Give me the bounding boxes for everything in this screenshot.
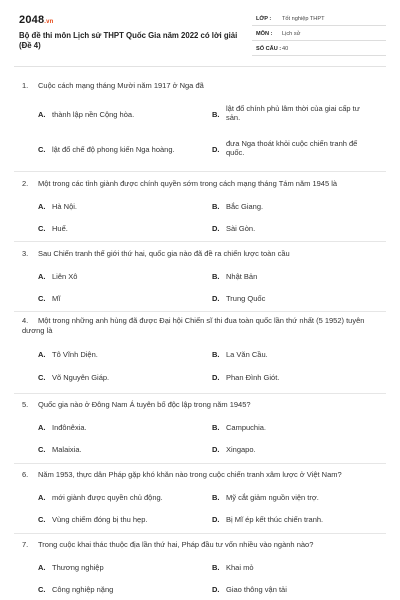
option-text: thành lập nền Cộng hòa. bbox=[52, 110, 135, 119]
option-letter: C. bbox=[38, 294, 46, 303]
question-text: Sau Chiến tranh thế giới thứ hai, quốc gia nào đã đề ra chiến lược toàn cầu bbox=[38, 249, 290, 258]
option-text: Bắc Giang. bbox=[226, 202, 264, 211]
option-letter: A. bbox=[38, 493, 46, 502]
option-text: Xingapo. bbox=[226, 445, 256, 454]
option-letter: C. bbox=[38, 445, 46, 454]
option-text: lật đổ chính phủ lâm thời của giai cấp tư sản. bbox=[226, 104, 360, 122]
option-text: Phan Đình Giót. bbox=[226, 373, 280, 382]
question-item bbox=[14, 242, 386, 312]
question-stem bbox=[22, 81, 372, 91]
option-text: Nhật Bản bbox=[226, 272, 258, 281]
option-text: Vùng chiếm đóng bị thu hẹp. bbox=[52, 515, 148, 524]
option-letter: C. bbox=[38, 373, 46, 382]
meta-key: SỐ CÂU : bbox=[256, 46, 282, 52]
document-header bbox=[14, 14, 386, 60]
option-letter: B. bbox=[212, 350, 220, 359]
meta-value: Lịch sử bbox=[282, 31, 301, 37]
option-letter: B. bbox=[212, 272, 220, 281]
option-letter: D. bbox=[212, 224, 220, 233]
option-text: Khai mỏ bbox=[226, 563, 254, 572]
question-item bbox=[14, 394, 386, 464]
question-item bbox=[14, 312, 386, 394]
question-number: 7. bbox=[22, 540, 29, 549]
question-item bbox=[14, 534, 386, 600]
meta-table bbox=[252, 14, 386, 59]
option-text: Huế. bbox=[52, 224, 68, 233]
question-number: 3. bbox=[22, 249, 29, 258]
question-item bbox=[14, 172, 386, 242]
question-stem bbox=[22, 249, 372, 259]
question-text: Một trong những anh hùng đã được Đại hội Chiến sĩ thi đua toàn quốc lần thứ nhất (5 1952) tuyên dương là bbox=[22, 316, 365, 335]
option-text: Campuchia. bbox=[226, 423, 267, 432]
option-text: Mĩ bbox=[52, 294, 61, 303]
option-letter: A. bbox=[38, 202, 46, 211]
option-letter: D. bbox=[212, 515, 220, 524]
logo-suffix: .vn bbox=[44, 19, 54, 25]
option-letter: A. bbox=[38, 563, 46, 572]
question-stem bbox=[22, 540, 372, 550]
option-text: mới giành được quyền chủ động. bbox=[52, 493, 163, 502]
question-text: Năm 1953, thực dân Pháp gặp khó khăn nào trong cuộc chiến tranh xâm lược ở Việt Nam? bbox=[38, 470, 342, 479]
page-title: Bộ đề thi môn Lịch sử THPT Quốc Gia năm 2022 có lời giải (Đề 4) bbox=[19, 31, 238, 50]
question-number: 1. bbox=[22, 81, 29, 90]
meta-key: LỚP : bbox=[256, 16, 272, 22]
question-text: Một trong các tỉnh giành được chính quyền sớm trong cách mạng tháng Tám năm 1945 là bbox=[38, 179, 338, 188]
question-number: 6. bbox=[22, 470, 29, 479]
option-letter: B. bbox=[212, 202, 220, 211]
question-text: Cuộc cách mạng tháng Mười năm 1917 ở Nga đã bbox=[38, 81, 204, 90]
meta-value: 40 bbox=[282, 46, 289, 52]
option-text: Hà Nội. bbox=[52, 202, 78, 211]
option-text: Malaixia. bbox=[52, 445, 82, 454]
question-stem bbox=[22, 400, 372, 410]
option-letter: D. bbox=[212, 445, 220, 454]
option-text: lật đổ chế độ phong kiến Nga hoàng. bbox=[52, 145, 175, 154]
option-text: Mỹ cắt giảm nguồn viện trợ. bbox=[226, 493, 319, 502]
question-stem bbox=[22, 316, 372, 336]
option-text: Bị Mĩ ép kết thúc chiến tranh. bbox=[226, 515, 324, 524]
option-letter: C. bbox=[38, 224, 46, 233]
question-stem bbox=[22, 470, 372, 480]
question-number: 2. bbox=[22, 179, 29, 188]
option-text: Giao thông vận tải bbox=[226, 585, 287, 594]
meta-row-subject bbox=[252, 29, 386, 41]
option-letter: B. bbox=[212, 423, 220, 432]
option-text: Võ Nguyên Giáp. bbox=[52, 373, 110, 382]
question-list bbox=[14, 76, 386, 600]
option-letter: A. bbox=[38, 110, 46, 119]
option-text: Trung Quốc bbox=[226, 294, 266, 303]
brand-logo[interactable] bbox=[19, 14, 54, 26]
question-number: 5. bbox=[22, 400, 29, 409]
option-text: Công nghiệp nặng bbox=[52, 585, 114, 594]
option-text: Tô Vĩnh Diện. bbox=[52, 350, 98, 359]
option-letter: B. bbox=[212, 563, 220, 572]
option-text: Inđônêxia. bbox=[52, 423, 87, 432]
option-letter: D. bbox=[212, 294, 220, 303]
option-text: đưa Nga thoát khỏi cuộc chiến tranh đế quốc. bbox=[226, 139, 358, 157]
question-text: Quốc gia nào ở Đông Nam Á tuyên bố độc lập trong năm 1945? bbox=[38, 400, 251, 409]
logo-main: 2048 bbox=[19, 14, 45, 26]
meta-value: Tốt nghiệp THPT bbox=[282, 16, 325, 22]
option-letter: A. bbox=[38, 272, 46, 281]
option-letter: D. bbox=[212, 145, 220, 154]
question-number: 4. bbox=[22, 316, 29, 325]
option-letter: B. bbox=[212, 493, 220, 502]
meta-row-grade bbox=[252, 14, 386, 26]
option-letter: C. bbox=[38, 145, 46, 154]
option-text: Thương nghiệp bbox=[52, 563, 104, 572]
question-stem bbox=[22, 179, 372, 189]
option-letter: A. bbox=[38, 350, 46, 359]
option-letter: D. bbox=[212, 585, 220, 594]
option-letter: C. bbox=[38, 515, 46, 524]
option-letter: A. bbox=[38, 423, 46, 432]
option-text: La Văn Cầu. bbox=[226, 350, 268, 359]
option-letter: C. bbox=[38, 585, 46, 594]
question-item bbox=[14, 76, 386, 172]
meta-row-question-count bbox=[252, 44, 386, 56]
option-text: Liên Xô bbox=[52, 272, 78, 281]
option-letter: B. bbox=[212, 110, 220, 119]
header-divider bbox=[14, 66, 386, 67]
option-text: Sài Gòn. bbox=[226, 224, 256, 233]
meta-key: MÔN : bbox=[256, 31, 273, 37]
option-letter: D. bbox=[212, 373, 220, 382]
question-text: Trong cuộc khai thác thuộc địa lần thứ hai, Pháp đầu tư vốn nhiều vào ngành nào? bbox=[38, 540, 314, 549]
question-item bbox=[14, 464, 386, 534]
